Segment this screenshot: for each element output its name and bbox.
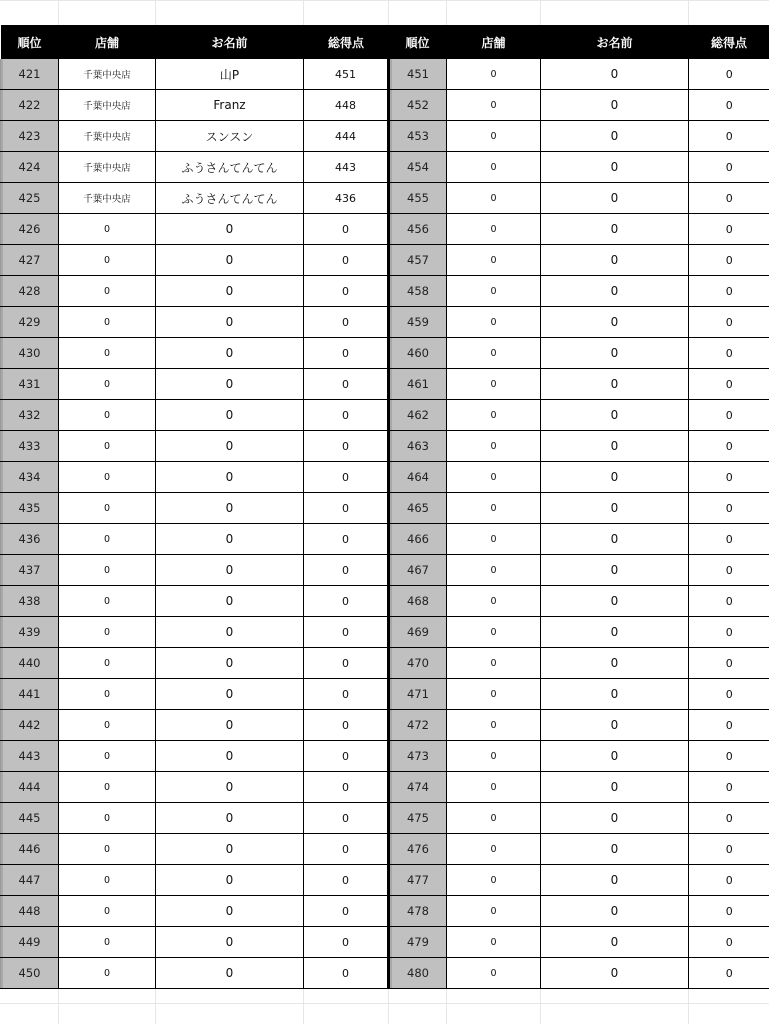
score-cell: 0 — [304, 865, 389, 896]
store-cell: 0 — [447, 214, 541, 245]
score-cell: 0 — [689, 59, 769, 90]
score-cell: 0 — [689, 121, 769, 152]
rank-cell: 447 — [1, 865, 59, 896]
rank-cell: 422 — [1, 90, 59, 121]
score-cell: 0 — [689, 524, 769, 555]
rank-cell: 440 — [1, 648, 59, 679]
name-cell: 0 — [541, 958, 689, 989]
store-cell: 0 — [447, 648, 541, 679]
score-cell: 0 — [304, 896, 389, 927]
header-rank: 順位 — [1, 25, 59, 59]
name-cell: 0 — [156, 462, 304, 493]
rank-cell: 430 — [1, 338, 59, 369]
name-cell: 0 — [541, 121, 689, 152]
score-cell: 0 — [689, 958, 769, 989]
table-row — [1, 896, 769, 927]
name-cell: 0 — [156, 865, 304, 896]
rank-cell: 475 — [389, 803, 447, 834]
store-cell: 0 — [59, 617, 156, 648]
name-cell: 0 — [156, 927, 304, 958]
name-cell: 0 — [156, 493, 304, 524]
score-cell: 0 — [689, 896, 769, 927]
store-cell: 0 — [59, 307, 156, 338]
name-cell: 0 — [156, 834, 304, 865]
name-cell: ふうさんてんてん — [156, 152, 304, 183]
rank-cell: 426 — [1, 214, 59, 245]
score-cell: 0 — [304, 834, 389, 865]
store-cell: 0 — [447, 927, 541, 958]
store-cell: 0 — [59, 493, 156, 524]
score-cell: 0 — [304, 772, 389, 803]
store-cell: 0 — [447, 679, 541, 710]
name-cell: 0 — [541, 245, 689, 276]
score-cell: 0 — [689, 493, 769, 524]
store-cell: 0 — [59, 276, 156, 307]
score-cell: 0 — [689, 183, 769, 214]
store-cell: 0 — [59, 741, 156, 772]
score-cell: 0 — [304, 431, 389, 462]
rank-cell: 471 — [389, 679, 447, 710]
header-name: お名前 — [156, 25, 304, 59]
rank-cell: 428 — [1, 276, 59, 307]
store-cell: 0 — [59, 431, 156, 462]
store-cell: 0 — [59, 245, 156, 276]
store-cell: 0 — [59, 772, 156, 803]
store-cell: 0 — [447, 834, 541, 865]
score-cell: 0 — [304, 276, 389, 307]
name-cell: 0 — [541, 369, 689, 400]
table-row — [1, 183, 769, 214]
store-cell: 0 — [447, 803, 541, 834]
store-cell: 0 — [59, 648, 156, 679]
score-cell: 451 — [304, 59, 389, 90]
table-row — [1, 276, 769, 307]
score-cell: 0 — [689, 803, 769, 834]
score-cell: 0 — [304, 369, 389, 400]
score-cell: 0 — [304, 586, 389, 617]
store-cell: 0 — [59, 834, 156, 865]
store-cell: 0 — [447, 338, 541, 369]
name-cell: 0 — [541, 555, 689, 586]
rank-cell: 459 — [389, 307, 447, 338]
rank-cell: 429 — [1, 307, 59, 338]
name-cell: 0 — [541, 865, 689, 896]
rank-cell: 463 — [389, 431, 447, 462]
score-cell: 0 — [304, 803, 389, 834]
name-cell: 0 — [541, 617, 689, 648]
name-cell: 0 — [541, 741, 689, 772]
name-cell: 0 — [541, 772, 689, 803]
name-cell: 0 — [541, 462, 689, 493]
score-cell: 443 — [304, 152, 389, 183]
rank-cell: 460 — [389, 338, 447, 369]
table-row — [1, 648, 769, 679]
table-row — [1, 462, 769, 493]
store-cell: 千葉中央店 — [59, 183, 156, 214]
table-row — [1, 741, 769, 772]
score-cell: 0 — [304, 679, 389, 710]
score-cell: 444 — [304, 121, 389, 152]
name-cell: 0 — [156, 803, 304, 834]
table-row — [1, 245, 769, 276]
name-cell: 0 — [541, 152, 689, 183]
store-cell: 0 — [59, 214, 156, 245]
name-cell: 0 — [541, 493, 689, 524]
score-cell: 0 — [304, 245, 389, 276]
name-cell: 0 — [156, 214, 304, 245]
rank-cell: 439 — [1, 617, 59, 648]
store-cell: 0 — [59, 338, 156, 369]
rank-cell: 437 — [1, 555, 59, 586]
table-row — [1, 59, 769, 90]
name-cell: 0 — [156, 617, 304, 648]
score-cell: 0 — [689, 400, 769, 431]
score-cell: 0 — [304, 214, 389, 245]
table-row — [1, 617, 769, 648]
name-cell: 0 — [541, 648, 689, 679]
header-score-2: 総得点 — [689, 25, 769, 59]
rank-cell: 423 — [1, 121, 59, 152]
name-cell: 0 — [156, 524, 304, 555]
rank-cell: 457 — [389, 245, 447, 276]
score-cell: 0 — [689, 462, 769, 493]
name-cell: 0 — [541, 834, 689, 865]
store-cell: 0 — [447, 121, 541, 152]
rank-cell: 478 — [389, 896, 447, 927]
name-cell: 0 — [156, 958, 304, 989]
name-cell: 0 — [156, 741, 304, 772]
rank-cell: 438 — [1, 586, 59, 617]
store-cell: 0 — [59, 958, 156, 989]
rank-cell: 474 — [389, 772, 447, 803]
score-cell: 0 — [304, 493, 389, 524]
store-cell: 0 — [59, 462, 156, 493]
name-cell: 0 — [541, 214, 689, 245]
store-cell: 0 — [59, 896, 156, 927]
table-row — [1, 927, 769, 958]
name-cell: 0 — [541, 59, 689, 90]
name-cell: 0 — [156, 896, 304, 927]
store-cell: 0 — [59, 586, 156, 617]
name-cell: スンスン — [156, 121, 304, 152]
table-row — [1, 214, 769, 245]
rank-cell: 427 — [1, 245, 59, 276]
name-cell: 0 — [541, 183, 689, 214]
store-cell: 0 — [447, 90, 541, 121]
name-cell: 0 — [541, 276, 689, 307]
table-row — [1, 865, 769, 896]
table-row — [1, 555, 769, 586]
rank-cell: 468 — [389, 586, 447, 617]
score-cell: 0 — [689, 214, 769, 245]
rank-cell: 435 — [1, 493, 59, 524]
rank-cell: 464 — [389, 462, 447, 493]
store-cell: 0 — [447, 245, 541, 276]
score-cell: 0 — [304, 648, 389, 679]
name-cell: 0 — [156, 276, 304, 307]
table-row — [1, 586, 769, 617]
store-cell: 0 — [59, 803, 156, 834]
score-cell: 0 — [304, 741, 389, 772]
store-cell: 0 — [447, 276, 541, 307]
header-store-2: 店舗 — [447, 25, 541, 59]
table-row — [1, 90, 769, 121]
rank-cell: 469 — [389, 617, 447, 648]
rank-cell: 461 — [389, 369, 447, 400]
rank-cell: 453 — [389, 121, 447, 152]
score-cell: 0 — [689, 245, 769, 276]
rank-cell: 432 — [1, 400, 59, 431]
score-cell: 0 — [304, 338, 389, 369]
store-cell: 0 — [447, 555, 541, 586]
score-cell: 0 — [689, 648, 769, 679]
store-cell: 0 — [447, 152, 541, 183]
store-cell: 0 — [59, 865, 156, 896]
name-cell: 0 — [541, 524, 689, 555]
store-cell: 0 — [447, 586, 541, 617]
store-cell: 0 — [59, 524, 156, 555]
name-cell: 0 — [541, 896, 689, 927]
score-cell: 0 — [689, 710, 769, 741]
score-cell: 0 — [304, 307, 389, 338]
rank-cell: 443 — [1, 741, 59, 772]
name-cell: Franz — [156, 90, 304, 121]
name-cell: 山P — [156, 59, 304, 90]
name-cell: 0 — [156, 307, 304, 338]
table-row — [1, 338, 769, 369]
rank-cell: 445 — [1, 803, 59, 834]
table-row — [1, 152, 769, 183]
header-row — [1, 25, 769, 59]
name-cell: 0 — [541, 338, 689, 369]
name-cell: 0 — [156, 369, 304, 400]
table-row — [1, 121, 769, 152]
score-cell: 0 — [304, 524, 389, 555]
rank-cell: 477 — [389, 865, 447, 896]
table-row — [1, 400, 769, 431]
rank-cell: 449 — [1, 927, 59, 958]
name-cell: 0 — [156, 772, 304, 803]
score-cell: 0 — [304, 958, 389, 989]
rank-cell: 434 — [1, 462, 59, 493]
store-cell: 0 — [447, 183, 541, 214]
ranking-table — [0, 25, 769, 989]
rank-cell: 425 — [1, 183, 59, 214]
name-cell: 0 — [156, 555, 304, 586]
score-cell: 0 — [689, 679, 769, 710]
rank-cell: 452 — [389, 90, 447, 121]
rank-cell: 480 — [389, 958, 447, 989]
header-rank-2: 順位 — [389, 25, 447, 59]
rank-cell: 462 — [389, 400, 447, 431]
rank-cell: 455 — [389, 183, 447, 214]
store-cell: 0 — [59, 679, 156, 710]
rank-cell: 444 — [1, 772, 59, 803]
name-cell: 0 — [156, 431, 304, 462]
rank-cell: 431 — [1, 369, 59, 400]
store-cell: 千葉中央店 — [59, 90, 156, 121]
score-cell: 0 — [689, 865, 769, 896]
score-cell: 0 — [689, 431, 769, 462]
store-cell: 0 — [447, 772, 541, 803]
rank-cell: 424 — [1, 152, 59, 183]
store-cell: 0 — [447, 462, 541, 493]
rank-cell: 467 — [389, 555, 447, 586]
name-cell: 0 — [541, 400, 689, 431]
score-cell: 0 — [304, 400, 389, 431]
score-cell: 436 — [304, 183, 389, 214]
store-cell: 0 — [59, 555, 156, 586]
store-cell: 0 — [447, 59, 541, 90]
name-cell: 0 — [156, 710, 304, 741]
table-row — [1, 772, 769, 803]
score-cell: 0 — [689, 276, 769, 307]
store-cell: 0 — [447, 369, 541, 400]
score-cell: 0 — [689, 617, 769, 648]
name-cell: 0 — [156, 400, 304, 431]
rank-cell: 472 — [389, 710, 447, 741]
name-cell: 0 — [541, 927, 689, 958]
table-row — [1, 307, 769, 338]
rank-cell: 448 — [1, 896, 59, 927]
header-score: 総得点 — [304, 25, 389, 59]
table-row — [1, 834, 769, 865]
name-cell: 0 — [156, 338, 304, 369]
name-cell: 0 — [156, 679, 304, 710]
table-row — [1, 710, 769, 741]
store-cell: 0 — [59, 710, 156, 741]
store-cell: 千葉中央店 — [59, 59, 156, 90]
store-cell: 0 — [447, 431, 541, 462]
store-cell: 0 — [447, 524, 541, 555]
score-cell: 0 — [689, 834, 769, 865]
score-cell: 448 — [304, 90, 389, 121]
score-cell: 0 — [689, 772, 769, 803]
name-cell: 0 — [156, 586, 304, 617]
store-cell: 0 — [447, 710, 541, 741]
store-cell: 0 — [447, 617, 541, 648]
rank-cell: 433 — [1, 431, 59, 462]
name-cell: 0 — [541, 679, 689, 710]
score-cell: 0 — [689, 338, 769, 369]
store-cell: 0 — [59, 369, 156, 400]
name-cell: 0 — [541, 307, 689, 338]
header-store: 店舗 — [59, 25, 156, 59]
score-cell: 0 — [689, 555, 769, 586]
score-cell: 0 — [689, 927, 769, 958]
table-row — [1, 431, 769, 462]
rank-cell: 454 — [389, 152, 447, 183]
score-cell: 0 — [689, 152, 769, 183]
table-row — [1, 493, 769, 524]
rank-cell: 451 — [389, 59, 447, 90]
name-cell: 0 — [156, 245, 304, 276]
rank-cell: 446 — [1, 834, 59, 865]
store-cell: 0 — [447, 307, 541, 338]
rank-cell: 421 — [1, 59, 59, 90]
score-cell: 0 — [304, 617, 389, 648]
rank-cell: 479 — [389, 927, 447, 958]
rank-cell: 436 — [1, 524, 59, 555]
score-cell: 0 — [304, 927, 389, 958]
score-cell: 0 — [304, 555, 389, 586]
rank-cell: 450 — [1, 958, 59, 989]
header-name-2: お名前 — [541, 25, 689, 59]
rank-cell: 458 — [389, 276, 447, 307]
name-cell: 0 — [156, 648, 304, 679]
store-cell: 千葉中央店 — [59, 152, 156, 183]
store-cell: 0 — [59, 927, 156, 958]
rank-cell: 456 — [389, 214, 447, 245]
table-row — [1, 369, 769, 400]
rank-cell: 465 — [389, 493, 447, 524]
table-row — [1, 803, 769, 834]
table-row — [1, 958, 769, 989]
score-cell: 0 — [304, 710, 389, 741]
name-cell: ふうさんてんてん — [156, 183, 304, 214]
rank-cell: 470 — [389, 648, 447, 679]
rank-cell: 441 — [1, 679, 59, 710]
store-cell: 0 — [447, 896, 541, 927]
store-cell: 0 — [447, 400, 541, 431]
store-cell: 0 — [447, 958, 541, 989]
score-cell: 0 — [304, 462, 389, 493]
store-cell: 0 — [447, 493, 541, 524]
rank-cell: 466 — [389, 524, 447, 555]
rank-cell: 442 — [1, 710, 59, 741]
name-cell: 0 — [541, 803, 689, 834]
store-cell: 0 — [59, 400, 156, 431]
score-cell: 0 — [689, 307, 769, 338]
name-cell: 0 — [541, 431, 689, 462]
table-row — [1, 679, 769, 710]
table-row — [1, 524, 769, 555]
name-cell: 0 — [541, 586, 689, 617]
store-cell: 千葉中央店 — [59, 121, 156, 152]
rank-cell: 473 — [389, 741, 447, 772]
store-cell: 0 — [447, 865, 541, 896]
score-cell: 0 — [689, 369, 769, 400]
name-cell: 0 — [541, 710, 689, 741]
score-cell: 0 — [689, 90, 769, 121]
rank-cell: 476 — [389, 834, 447, 865]
score-cell: 0 — [689, 741, 769, 772]
store-cell: 0 — [447, 741, 541, 772]
name-cell: 0 — [541, 90, 689, 121]
score-cell: 0 — [689, 586, 769, 617]
